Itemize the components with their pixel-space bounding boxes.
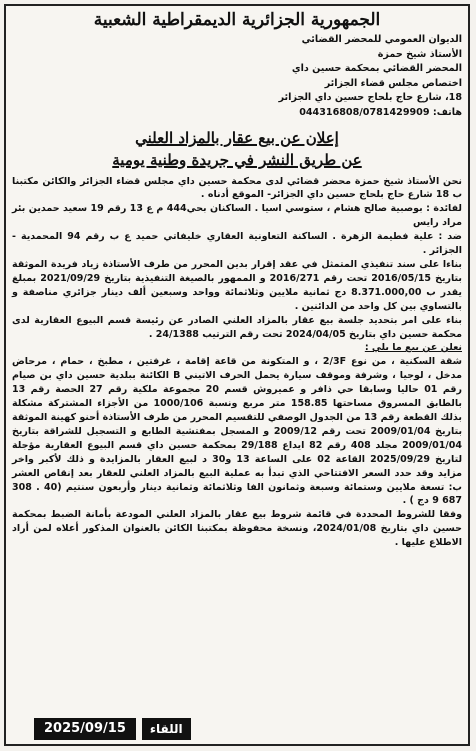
master-line: الأستاذ شيخ حمزة — [377, 48, 462, 60]
office-line: الديوان العمومي للمحضر القضائي — [301, 34, 462, 45]
paragraph-against: ضد : علية فطيمة الزهرة . الساكنة التعاونية العقاري خليفاتي حميد ع ب رقم 94 المحمدية - الجزائر . — [12, 231, 462, 257]
paragraph-conditions: وفقا للشروط المحددة في قائمة شروط بيع عقار بالمزاد العلني المودعة بأمانة الضبط بمحكمة حسين داي بتاريخ 2024/01/08، ونسخة محفوظة بمكتبنا الكائن بالعنوان المذكور أعلاه لمن أراد الاطلاع عليها . — [12, 509, 462, 549]
paragraph-order: بناء على امر بتحديد جلسة بيع عقار بالمزاد العلني الصادر عن رئيسة قسم البيوع العقارية لدى محكمة حسين داي بتاريخ 2024/04/05 تحت رقم الترتيب 24/1388 . — [12, 314, 462, 340]
republic-heading: الجمهورية الجزائرية الديمقراطية الشعبية — [93, 10, 381, 30]
jurisdiction-line: اختصاص مجلس قضاء الجزائر — [324, 77, 462, 89]
notice-title: إعلان عن بيع عقار بالمزاد العلني — [135, 128, 339, 147]
legal-notice-frame — [4, 4, 470, 746]
address-line: 18، شارع حاج بلحاج حسين داي الجزائر — [278, 92, 462, 104]
paragraph-bailiff: نحن الأستاذ شيخ حمزة محضر قضائي لدى محكمة حسين داي مجلس قضاء الجزائر والكائن مكتبنا ب 18 شارع حاج بلحاج حسين داي الجزائر- الموقع أدناه . — [12, 175, 462, 201]
notice-subtitle: عن طريق النشر في جريدة وطنية يومية — [112, 150, 362, 169]
paragraph-beneficiary: لفائدة : بوصبية صالح هشام ، ستوسي اسيا . الساكنان بحي444 م ع 13 رقم 19 سعيد حمدين بئر مراد رايس — [12, 203, 462, 229]
notice-footer — [34, 718, 191, 740]
newspaper-name: اللقاء — [142, 718, 191, 740]
notice-content — [12, 10, 462, 738]
paragraph-property: شقة السكنية ، من نوع 2/3F ، و المتكونة من قاعة إقامة ، غرفتين ، مطبخ ، حمام ، مرحاض مدخل ، لوجيا ، وشرفة وموقف سيارة يحمل الحرف الاتيني B الكائنة ببلدية حسين داي بن صيام رقم 01 حاليا وسابقا حي ذافر و عميروش قسم 20 مجموعة ملكية رقم 27 الحصة رقم 13 بالطابق المسروق مساحتها 158.85 متر مربع ونسبة 1000/106 من الأجزاء المشتركة مشكلة بذلك القطعة رقم 13 من الجدول الوصفي للتقسيم المحرر من طرف الأستاذة أحنو كهينة الموثقة بتاريخ 2009/01/04 تحت رقم 2009/12 و المسجل بمفتشية الطابع و التسجيل للشراقة بتاريخ 2009/01/04 مجلد 408 رقم 82 ايداع 29/188 بمحكمة حسين داي قسم البيوع العقارية مؤجلة لتاريخ 2025/09/29 القاعة 02 على الساعة 13 و30 د لبيع العقار بالمزايدة و ذلك لأكبر واخر مزايد وقد حدد السعر الافتتاحي الذي تبدأ به عملية البيع بالمزاد العلني للعقار بعد إنقاص العشر ب: تسعة ملايين وستمائة وسبعة وثمانون الفا وثلاثمائة وثمانية دينار وأربعون سنتيم (40 . 308 687 9 دج ) . — [12, 356, 463, 507]
role-line: المحضر القضائي بمحكمة حسين داي — [291, 63, 462, 75]
paragraph-announce: نعلن عن بيع ما يلي : — [364, 342, 462, 354]
paragraph-title-deed: بناءا على سند تنفيذي المتمثل في عقد إقرار بدين المحرر من طرف الأستاذة زياد فريدة الموثقة بتاريخ 2016/05/15 تحت رقم 2016/271 و الممهور بالصيغة التنفيذية بتاريخ 2021/09/29 بمبلغ يقدر ب 8.371.000,00 دج ثمانية ملايين وثلاثمائة وواحد وسبعين ألف دينار جزائري مناصفة و بالتساوي بين كل واحد من الدائنين . — [12, 259, 463, 312]
notice-body — [12, 175, 462, 550]
publication-date: 2025/09/15 — [34, 718, 136, 740]
phone-line: هاتف: 044316808/0781429909 — [299, 106, 462, 118]
